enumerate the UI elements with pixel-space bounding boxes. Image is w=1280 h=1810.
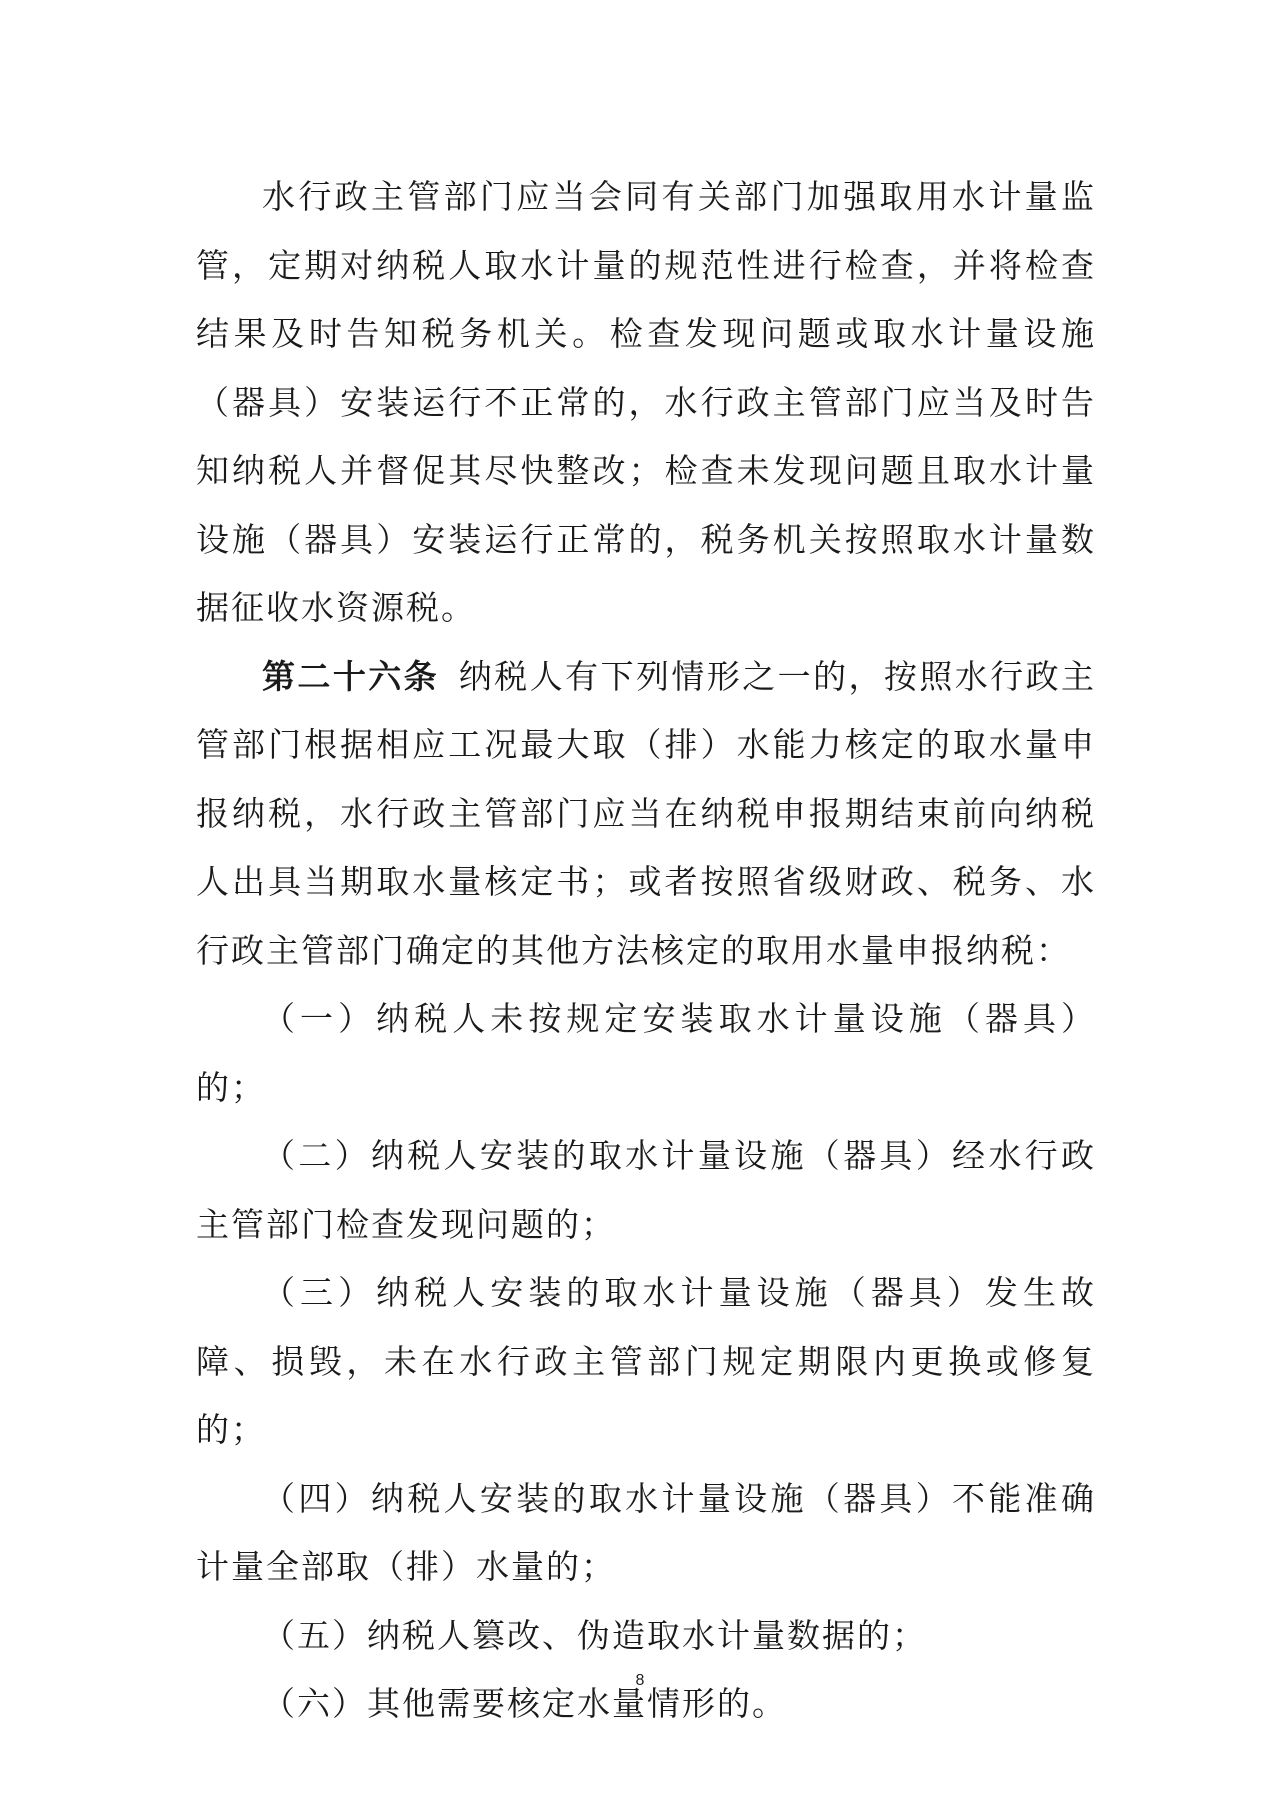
list-item-1	[196, 985, 1096, 1122]
list-item-text: （三）纳税人安装的取水计量设施（器具）发生故障、损毁，未在水行政主管部门规定期限内更换或修复的；	[196, 1273, 1096, 1449]
list-item-text: （五）纳税人篡改、伪造取水计量数据的；	[262, 1615, 927, 1655]
list-item-3	[196, 1259, 1096, 1465]
page-number: 8	[635, 1672, 645, 1689]
list-item-text: （六）其他需要核定水量情形的。	[262, 1684, 787, 1723]
list-item-text: （四）纳税人安装的取水计量设施（器具）不能准确计量全部取（排）水量的；	[196, 1478, 1096, 1586]
list-item-text: （二）纳税人安装的取水计量设施（器具）经水行政主管部门检查发现问题的；	[196, 1136, 1096, 1244]
paragraph-metering-supervision	[196, 163, 1096, 643]
article-heading: 第二十六条	[262, 656, 440, 696]
document-body	[196, 163, 1096, 1739]
paragraph-text: 纳税人有下列情形之一的，按照水行政主管部门根据相应工况最大取（排）水能力核定的取水量申报纳税，水行政主管部门应当在纳税申报期结束前向纳税人出具当期取水量核定书；或者按照省级财政、税务、水行政主管部门确定的其他方法核定的取用水量申报纳税：	[196, 656, 1097, 970]
list-item-2	[196, 1122, 1096, 1259]
paragraph-text: 水行政主管部门应当会同有关部门加强取用水计量监管，定期对纳税人取水计量的规范性进行检查，并将检查结果及时告知税务机关。检查发现问题或取水计量设施（器具）安装运行不正常的，水行政主管部门应当及时告知纳税人并督促其尽快整改；检查未发现问题且取水计量设施（器具）安装运行正常的，税务机关按照取水计量数据征收水资源税。	[196, 177, 1096, 627]
paragraph-article-26	[196, 643, 1096, 986]
list-item-4	[196, 1465, 1096, 1602]
list-item-5	[196, 1602, 1096, 1671]
list-item-text: （一）纳税人未按规定安装取水计量设施（器具）的；	[196, 999, 1096, 1107]
